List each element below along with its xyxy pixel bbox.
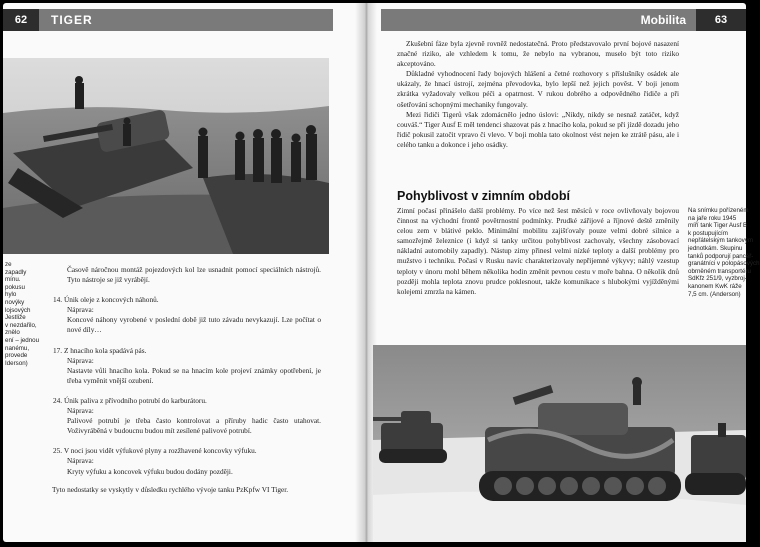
paragraph: Mezi řidiči Tigerů však zdomácnělo jedno úslovi: „Nikdy, nikdy se nesnaž zatáčet, když couváš.“ Tiger Ausf E měl tendenci shazovat pás z hnacího kola, pokud se při jízdě dozadu jeho řidič pokusil zatočit vpravo či vlevo. V boji mohla tato okolnost vést nejen ke ztrátě pásu, ale i celého tanku a dokonce i jeho osádky. (397, 109, 679, 149)
remedy-text: Palivové potrubí je třeba často kontrolovat a příruby hadic často utahovat. Voživyráběná v budoucnu budou mít zesílené palivové potrubí. (67, 416, 321, 436)
caption-line: jednotkám. Skupinu (688, 244, 743, 252)
tiger-tank-field-photo (3, 58, 329, 254)
caption-line: nanému, (5, 344, 30, 352)
left-header-title: TIGER (51, 13, 93, 27)
defect-item (53, 295, 321, 335)
remedy-label: Náprava: (67, 456, 94, 466)
caption-line: granátníci v polopásových (688, 260, 760, 268)
caption-line: Na snímku pořízeném (688, 207, 749, 214)
caption-line: na jaře roku 1945 (688, 214, 737, 222)
defect-heading: 17. Z hnacího kola spadává pás. (53, 345, 147, 355)
caption-line: v nezdařilo, (5, 321, 37, 329)
left-page-number: 62 (3, 9, 39, 31)
defect-heading: 14. Únik oleje z koncových náhonů. (53, 295, 159, 305)
intro-text: Časově náročnou montáž pojezdových kol lze usnadnit pomocí speciálních nástrojů. Tyto nástroje se již vyrábějí. (67, 265, 321, 285)
winter-tank-photo (373, 345, 746, 542)
right-page-header (381, 9, 746, 31)
section-heading: Pohyblivost v zimním období (397, 189, 570, 203)
defect-heading: 25. V noci jsou vidět výfukové plyny a rozžhavené koncovky výfuku. (53, 446, 257, 456)
caption-line: novýky (5, 298, 25, 306)
caption-line: mínu. (5, 276, 21, 284)
right-photo-caption (688, 207, 760, 298)
right-page-body (397, 39, 679, 150)
caption-line: kanonem KwK ráže (688, 282, 742, 290)
caption-line: ení – jednou (5, 336, 40, 344)
left-page-header (3, 9, 333, 31)
caption-line: Jestliže (5, 314, 26, 322)
caption-line: SdKfz 251/9, vyzbroj- (688, 275, 747, 283)
caption-line: 7,5 cm. (Anderson) (688, 290, 741, 298)
right-header-title: Mobilita (640, 13, 686, 27)
left-page-body (53, 265, 321, 495)
closing-text: Tyto nedostatky se vyskytly v důsledku rychlého vývoje tanku PzKpfw VI Tiger. (52, 484, 289, 494)
remedy-text: Nastavte vůli hnacího kola. Pokud se na hnacím kole projeví známky opotřebení, je třeba vyměnit vnější ozubení. (67, 365, 321, 385)
defect-item (53, 346, 321, 386)
caption-line: pokusu (5, 283, 25, 291)
remedy-label: Náprava: (67, 355, 94, 365)
caption-line: zapadly (5, 268, 27, 276)
caption-line: znělo (5, 329, 20, 337)
remedy-text: Kryty výfuku a koncovek výfuku budou dodány později. (67, 466, 233, 476)
defect-item (53, 396, 321, 436)
caption-line: obrněném transportéru (688, 267, 751, 275)
section-body (397, 206, 679, 297)
caption-line: provede (5, 352, 28, 360)
caption-line: Iderson) (5, 359, 28, 367)
book-spread (3, 3, 760, 542)
paragraph: Zkušební fáze byla zjevně rovněž nedostatečná. Proto představovalo první bojové nasazení značné riziko, ale vzhledem k tomu, že nebylo na vybranou, muselo být toto riziko akceptováno. (397, 39, 679, 69)
left-photo-caption (5, 261, 43, 367)
remedy-label: Nápravа: (67, 305, 94, 315)
paragraph: Důkladné vyhodnocení řady bojových hlášení a četné rozhovory s příslušníky osádek ale ukázaly, že hnací ústrojí, zejména převodovka, bylo lepší než jejich pověst. V boji jenom zkrátka vyžadovaly velkou péči a opatrnost. V rukou dobrého a odpovědného řidiče a při ošetřování schopnými mechaniky fungovaly. (397, 69, 679, 109)
caption-line: tanků podporují pancéř- (688, 252, 754, 260)
right-page-number: 63 (696, 9, 746, 31)
defect-heading: 24. Únik paliva z přívodního potrubí do karburátoru. (53, 395, 207, 405)
section-text: Zimní počasí přinášelo další problémy. Po více než šest měsíců v roce ovlivňovaly bojovou činnost na východní frontě povětrnostní podmínky. Prudké zářijové a říjnové deště změnily celou zem v blátivé peklo. Minimální mobilitu zajišťovaly pouze velmi dobré silnice a samozřejmě železnice (i když si tanky určitou pohyblivost zachovaly, všechny zásobovací nákladní automobily zapadly). Nástup zimy přinesl velmi nízké teploty a další problémy pro mužstvo i techniku. Počasí v Rusku navíc charakterizovaly nepřijemné výkyvy; náhlý vzestup teploty v únoru mohl během několika hodin změnit pevnou cestu v moře bahna. O několik dnů později mohla teplota znovu prudce poklesnout, takže komunikace s hlubokými vyjížděnými kolejemi zmrzla na kámen. (397, 206, 679, 296)
remedy-label: Náprava: (67, 406, 94, 416)
defect-item (53, 446, 321, 476)
caption-line: míří tank Tiger Ausf B (688, 222, 748, 230)
caption-line: nepřátelským tankovým (688, 237, 753, 245)
caption-line: ze (5, 261, 12, 268)
remedy-text: Koncové náhony vyrobené v poslední době již tuto závadu nevykazují. Lze počítat o nové díly… (67, 315, 321, 335)
caption-line: k postupujícím (688, 229, 728, 237)
caption-line: lojsových (5, 306, 31, 314)
caption-line: hylo (5, 291, 17, 299)
